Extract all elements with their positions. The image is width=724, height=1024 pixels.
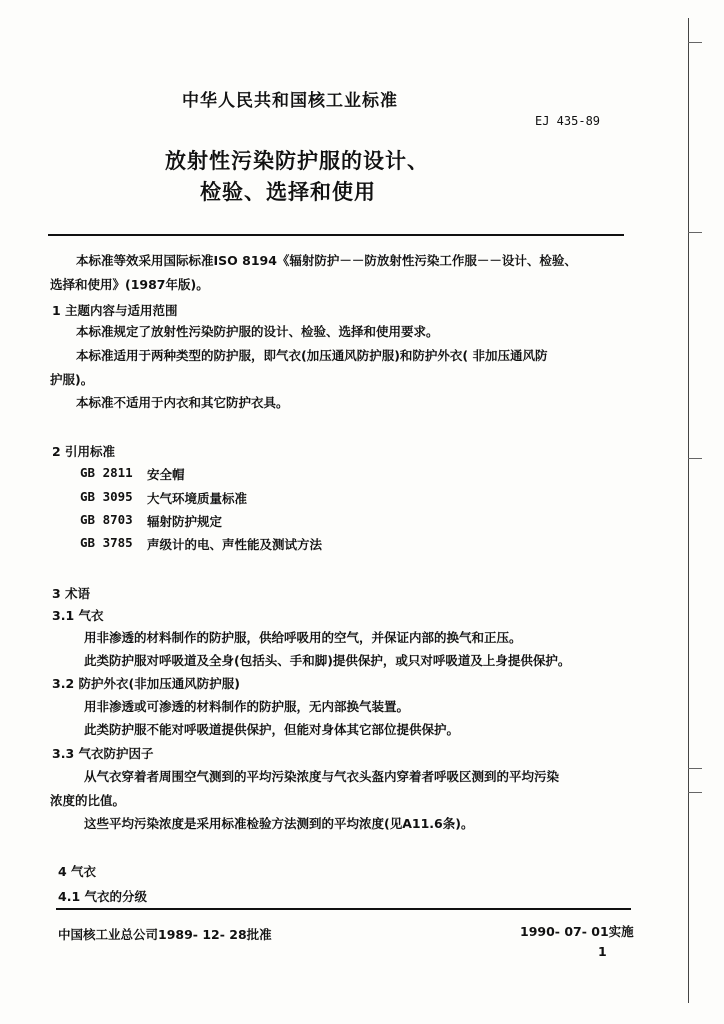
- header-rule: [48, 234, 624, 236]
- intro-line1: 本标准等效采用国际标准ISO 8194《辐射防护－－防放射性污染工作服－－设计、检验、: [76, 253, 577, 268]
- reference-code: GB 3095: [80, 489, 133, 504]
- page-number: 1: [598, 944, 607, 959]
- reference-name: 安全帽: [147, 467, 185, 482]
- section3-3-paragraph1-line2: 浓度的比值。: [50, 793, 126, 808]
- reference-name: 辐射防护规定: [147, 514, 223, 529]
- section3-2-heading: 3.2 防护外衣(非加压通风防护服): [52, 676, 240, 691]
- edge-tick: [688, 42, 702, 43]
- approval-date: 中国核工业总公司1989- 12- 28批准: [58, 927, 272, 942]
- section1-paragraph3: 本标准不适用于内衣和其它防护衣具。: [76, 395, 289, 410]
- section1-heading: 1 主题内容与适用范围: [52, 303, 178, 318]
- reference-name: 声级计的电、声性能及测试方法: [147, 537, 323, 552]
- reference-name: 大气环境质量标准: [147, 491, 248, 506]
- section3-1-paragraph2: 此类防护服对呼吸道及全身(包括头、手和脚)提供保护，或只对呼吸道及上身提供保护。: [84, 653, 571, 668]
- document-title-line2: 检验、选择和使用: [200, 180, 376, 204]
- section1-paragraph2-line2: 护服)。: [50, 372, 94, 387]
- standard-code: EJ 435-89: [535, 114, 601, 128]
- reference-code: GB 3785: [80, 535, 133, 550]
- section3-1-heading: 3.1 气衣: [52, 608, 104, 623]
- edge-tick: [688, 232, 702, 233]
- section1-paragraph1: 本标准规定了放射性污染防护服的设计、检验、选择和使用要求。: [76, 324, 439, 339]
- reference-code: GB 8703: [80, 512, 133, 527]
- section3-3-paragraph1-line1: 从气衣穿着者周围空气测到的平均污染浓度与气衣头盔内穿着者呼吸区测到的平均污染: [84, 769, 560, 784]
- section4-heading: 4 气衣: [58, 864, 97, 879]
- effective-date: 1990- 07- 01实施: [520, 924, 634, 939]
- page-edge-line: [688, 18, 689, 1003]
- edge-tick: [688, 768, 702, 769]
- section3-1-paragraph1: 用非渗透的材料制作的防护服，供给呼吸用的空气，并保证内部的换气和正压。: [84, 630, 522, 645]
- section4-1-heading: 4.1 气衣的分级: [58, 889, 147, 904]
- section3-2-paragraph1: 用非渗透或可渗透的材料制作的防护服，无内部换气装置。: [84, 699, 410, 714]
- section3-3-paragraph2: 这些平均污染浓度是采用标准检验方法测到的平均浓度(见A11.6条)。: [84, 816, 474, 831]
- section3-3-heading: 3.3 气衣防护因子: [52, 746, 154, 761]
- footer-rule: [56, 908, 631, 910]
- section3-heading: 3 术语: [52, 586, 91, 601]
- section3-2-paragraph2: 此类防护服不能对呼吸道提供保护，但能对身体其它部位提供保护。: [84, 722, 460, 737]
- section2-heading: 2 引用标准: [52, 444, 116, 459]
- reference-code: GB 2811: [80, 465, 133, 480]
- intro-line2: 选择和使用》(1987年版)。: [50, 277, 209, 292]
- document-title-line1: 放射性污染防护服的设计、: [165, 149, 429, 173]
- standard-org: 中华人民共和国核工业标准: [182, 91, 398, 111]
- edge-tick: [688, 458, 702, 459]
- edge-tick: [688, 792, 702, 793]
- section1-paragraph2-line1: 本标准适用于两种类型的防护服，即气衣(加压通风防护服)和防护外衣( 非加压通风防: [76, 348, 548, 363]
